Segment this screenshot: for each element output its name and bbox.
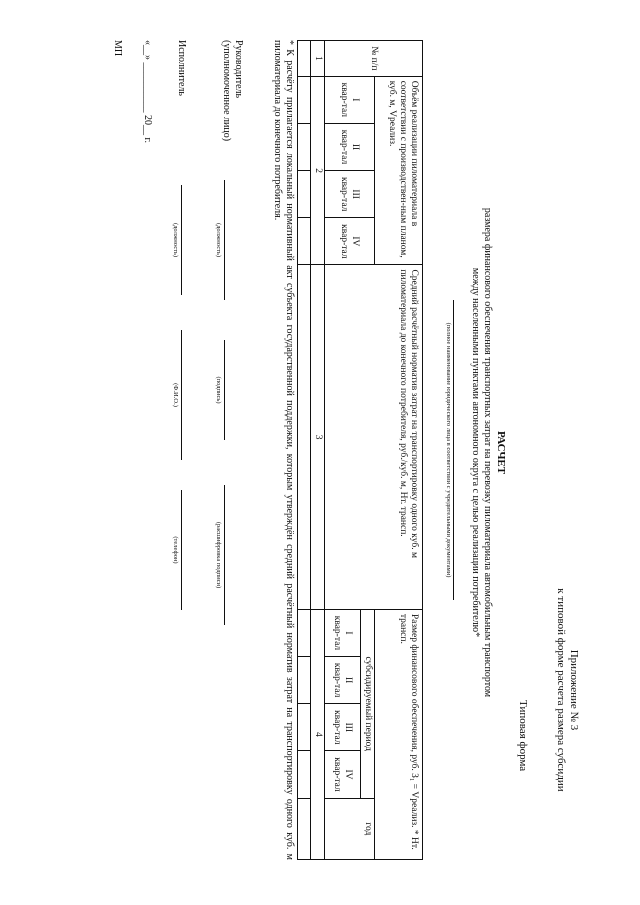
- quarter-roman: IV: [350, 236, 361, 247]
- header-q3-volume: [325, 171, 375, 218]
- appendix-number: Приложение № 3: [568, 649, 580, 731]
- quarter-word: квар-тал: [339, 224, 350, 259]
- quarter-roman: II: [343, 676, 354, 684]
- date-line: «__» __________ 20__ г.: [142, 40, 153, 143]
- index-cell-4: 4: [311, 609, 325, 859]
- table-header-row-1: [375, 41, 423, 860]
- calculation-table: [297, 40, 423, 860]
- form-type: Типовая форма: [517, 700, 529, 772]
- header-q1-size: [325, 609, 361, 656]
- appendix-reference: к типовой форме расчета размера субсидии: [555, 588, 567, 792]
- header-norm: Средний расчётный норматив затрат на транспортировку одного куб. м пиломатериала до конечного потребителя, руб./куб. м, Нт. трансп.: [325, 265, 423, 609]
- table-cell: [298, 798, 311, 859]
- table-cell: [298, 704, 311, 751]
- table-cell: [298, 609, 311, 656]
- quarter-roman: IV: [343, 769, 354, 780]
- table-cell: [298, 41, 311, 77]
- document-title: РАСЧЕТ: [495, 430, 507, 475]
- head-position-caption: (должность): [215, 222, 222, 258]
- appendix-header: [554, 560, 580, 820]
- executor-position-line: [181, 185, 182, 295]
- executor-position-caption: (должность): [172, 222, 179, 258]
- quarter-roman: II: [350, 143, 361, 151]
- header-q4-volume: [325, 218, 375, 265]
- index-cell-2: 2: [311, 76, 325, 265]
- head-decode-line: [224, 485, 225, 625]
- table-cell: [298, 123, 311, 170]
- quarter-word: квар-тал: [332, 710, 343, 745]
- head-position-line: [224, 180, 225, 300]
- header-q3-size: [325, 704, 361, 751]
- quarter-roman: III: [343, 722, 354, 733]
- header-q2-size: [325, 657, 361, 704]
- executor-label: Исполнитель: [176, 40, 187, 96]
- header-q1-volume: [325, 76, 375, 123]
- quarter-word: квар-тал: [339, 129, 350, 165]
- executor-fio-caption: (Ф.И.О.): [172, 383, 179, 407]
- quarter-word: квар-тал: [339, 176, 350, 212]
- header-number: № п/п: [325, 41, 423, 77]
- table-cell: [298, 76, 311, 123]
- head-signature-line: [224, 340, 225, 440]
- quarter-word: квар-тал: [332, 757, 343, 792]
- header-size: Размер финансового обеспечения, руб. З₁ = Vреализ. * Нт. трансп.: [375, 609, 423, 859]
- header-subsidy-period: субсидируемый период: [361, 609, 375, 798]
- stamp-place: МП: [112, 40, 123, 57]
- org-name-line: [453, 300, 454, 600]
- table-cell: [298, 218, 311, 265]
- head-label: [220, 40, 244, 141]
- executor-fio-line: [181, 330, 182, 460]
- table-cell: [298, 265, 311, 609]
- head-subtitle: (уполномоченное лицо): [221, 40, 232, 142]
- quarter-word: квар-тал: [332, 662, 343, 698]
- quarter-roman: I: [343, 631, 354, 635]
- title-line-1: размера финансового обеспечения транспортных затрат на перевозку пиломатериала автомобильным транспортом: [482, 207, 493, 698]
- executor-phone-caption: (телефон): [172, 536, 179, 564]
- header-q4-size: [325, 751, 361, 798]
- title-line-2: между населенными пунктами автономного округа с целью реализации потребителю*: [470, 267, 481, 638]
- table-data-row: [298, 41, 311, 860]
- quarter-roman: I: [350, 98, 361, 102]
- head-title: Руководитель: [233, 40, 244, 99]
- head-signature-caption: (подпись): [215, 376, 222, 404]
- table-index-row: [311, 41, 325, 860]
- executor-phone-line: [181, 490, 182, 610]
- head-decode-caption: (расшифровка подписи): [215, 521, 222, 589]
- header-volume: Объём реализации пиломатериала в соответствии с производствен-ным планом, куб. м, Vреализ.: [375, 76, 423, 265]
- footnote: * К расчёту прилагается локальный нормативный акт субъекта государственной поддержки, которым утверждён средний расчётный норматив затрат на транспортировку одного куб. м пиломатериала до конечного потребителя.: [272, 40, 295, 860]
- quarter-word: квар-тал: [332, 615, 343, 651]
- header-year: год: [325, 798, 375, 859]
- index-cell-1: 1: [311, 41, 325, 77]
- quarter-word: квар-тал: [339, 82, 350, 117]
- org-name-caption: (полное наименование юридического лица в соответствии с учредительными документами): [445, 322, 452, 578]
- quarter-roman: III: [350, 189, 361, 199]
- table-cell: [298, 657, 311, 704]
- header-q2-volume: [325, 123, 375, 170]
- table-cell: [298, 751, 311, 798]
- index-cell-3: 3: [311, 265, 325, 609]
- table-cell: [298, 171, 311, 218]
